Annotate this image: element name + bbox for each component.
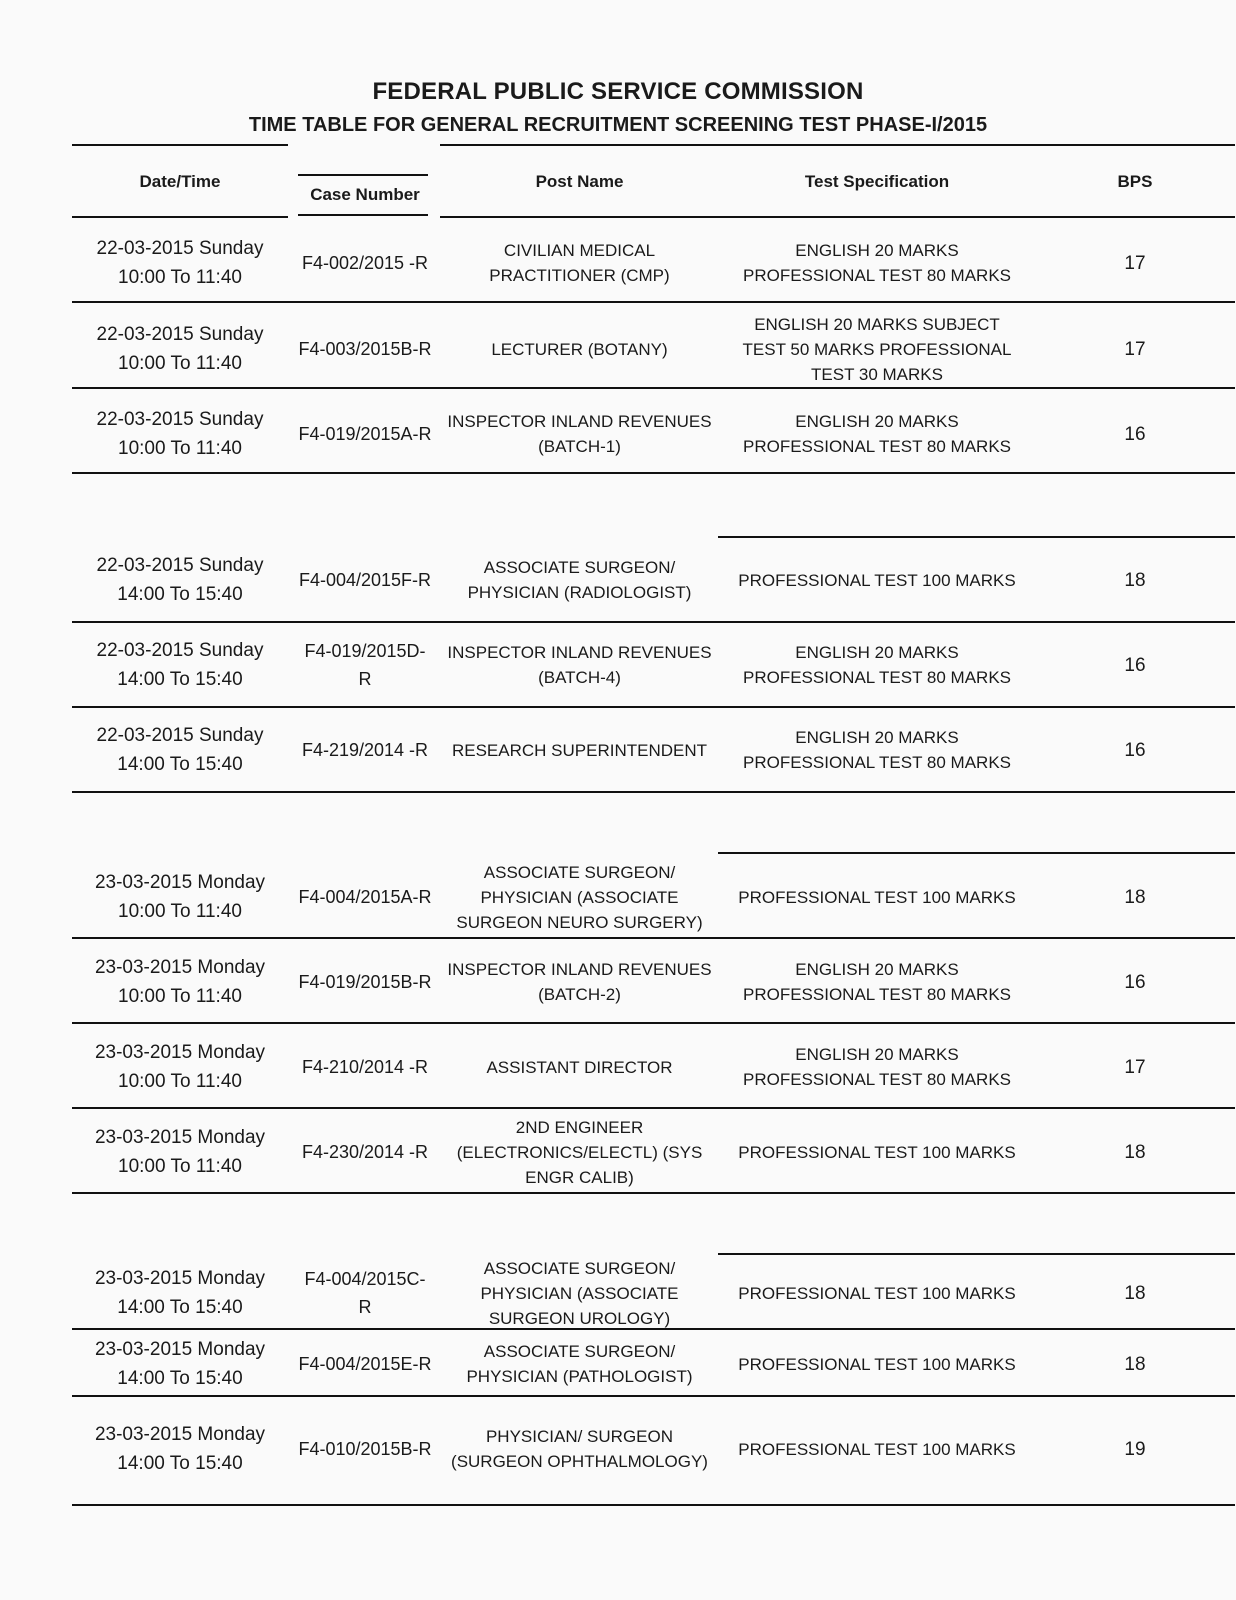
column-header-case: Case Number xyxy=(310,185,420,204)
date-cell: 22-03-2015 Sunday 10:00 To 11:40 xyxy=(96,409,264,459)
case-number-cell: F4-010/2015B-R xyxy=(298,1439,432,1459)
bps-cell: 18 xyxy=(1124,1282,1146,1304)
date-cell: 23-03-2015 Monday 10:00 To 11:40 xyxy=(94,872,266,922)
table-row xyxy=(0,312,1236,386)
post-name-cell: ASSOCIATE SURGEON/ PHYSICIAN (RADIOLOGIST) xyxy=(467,558,692,602)
date-cell: 23-03-2015 Monday 10:00 To 11:40 xyxy=(94,957,266,1007)
header-rule-right xyxy=(440,144,1235,146)
post-name-cell: ASSISTANT DIRECTOR xyxy=(486,1057,673,1077)
row-rule xyxy=(72,1504,1235,1506)
post-name-cell: ASSOCIATE SURGEON/ PHYSICIAN (ASSOCIATE SURGEON UROLOGY) xyxy=(480,1258,679,1328)
spec-rule xyxy=(718,852,1235,854)
table-row xyxy=(0,542,1236,618)
header-rule-bottom-right xyxy=(440,216,1235,218)
row-rule xyxy=(72,1395,1235,1397)
table-row xyxy=(0,226,1236,300)
table-row xyxy=(0,397,1236,471)
page-title: FEDERAL PUBLIC SERVICE COMMISSION xyxy=(372,78,864,105)
table-row xyxy=(0,1399,1236,1499)
post-name-cell: ASSOCIATE SURGEON/ PHYSICIAN (ASSOCIATE SURGEON NEURO SURGERY) xyxy=(456,862,703,932)
row-rule xyxy=(72,1192,1235,1194)
case-number-cell: F4-004/2015C-R xyxy=(304,1269,426,1317)
column-header-date: Date/Time xyxy=(139,172,221,191)
header-rule-left xyxy=(72,144,288,146)
test-spec-cell: PROFESSIONAL TEST 100 MARKS xyxy=(738,570,1016,590)
header-rule-bottom-mid xyxy=(298,214,428,216)
column-header-bps: BPS xyxy=(1117,172,1153,191)
case-number-cell: F4-004/2015E-R xyxy=(298,1354,432,1374)
test-spec-cell: ENGLISH 20 MARKS PROFESSIONAL TEST 80 MARKS xyxy=(743,241,1011,285)
date-cell: 23-03-2015 Monday 10:00 To 11:40 xyxy=(94,1127,266,1177)
post-name-cell: 2ND ENGINEER (ELECTRONICS/ELECTL) (SYS ENGR CALIB) xyxy=(456,1117,703,1187)
test-spec-cell: ENGLISH 20 MARKS PROFESSIONAL TEST 80 MARKS xyxy=(743,728,1011,772)
row-rule xyxy=(72,472,1235,474)
bps-cell: 17 xyxy=(1124,1056,1146,1078)
date-cell: 22-03-2015 Sunday 14:00 To 15:40 xyxy=(96,640,264,690)
spec-rule xyxy=(718,1253,1235,1255)
case-number-cell: F4-002/2015 -R xyxy=(301,253,429,273)
post-name-cell: INSPECTOR INLAND REVENUES (BATCH-1) xyxy=(447,412,712,456)
case-number-cell: F4-019/2015D-R xyxy=(304,641,426,689)
row-rule xyxy=(72,301,1235,303)
page-subtitle: TIME TABLE FOR GENERAL RECRUITMENT SCREENING TEST PHASE-I/2015 xyxy=(248,114,988,136)
column-header-spec: Test Specification xyxy=(804,172,950,191)
row-rule xyxy=(72,1328,1235,1330)
table-row xyxy=(0,1332,1236,1396)
column-header-post: Post Name xyxy=(535,172,624,191)
date-cell: 23-03-2015 Monday 14:00 To 15:40 xyxy=(94,1424,266,1474)
bps-cell: 18 xyxy=(1124,1353,1146,1375)
bps-cell: 18 xyxy=(1124,1141,1146,1163)
row-rule xyxy=(72,1022,1235,1024)
test-spec-cell: PROFESSIONAL TEST 100 MARKS xyxy=(738,1283,1016,1303)
bps-cell: 16 xyxy=(1124,739,1146,761)
spec-rule xyxy=(718,536,1235,538)
test-spec-cell: PROFESSIONAL TEST 100 MARKS xyxy=(738,1142,1016,1162)
test-spec-cell: ENGLISH 20 MARKS PROFESSIONAL TEST 80 MARKS xyxy=(743,960,1011,1004)
post-name-cell: ASSOCIATE SURGEON/ PHYSICIAN (PATHOLOGIST) xyxy=(466,1342,693,1386)
date-cell: 23-03-2015 Monday 14:00 To 15:40 xyxy=(94,1339,266,1389)
test-spec-cell: ENGLISH 20 MARKS SUBJECT TEST 50 MARKS PROFESSIONAL TEST 30 MARKS xyxy=(742,314,1012,384)
post-name-cell: INSPECTOR INLAND REVENUES (BATCH-4) xyxy=(447,643,712,687)
case-number-cell: F4-004/2015A-R xyxy=(298,887,432,907)
case-number-cell: F4-019/2015A-R xyxy=(298,424,432,444)
test-spec-cell: ENGLISH 20 MARKS PROFESSIONAL TEST 80 MARKS xyxy=(743,1045,1011,1089)
case-number-cell: F4-004/2015F-R xyxy=(298,570,432,590)
post-name-cell: LECTURER (BOTANY) xyxy=(491,339,668,359)
bps-cell: 17 xyxy=(1124,338,1146,360)
bps-cell: 16 xyxy=(1124,654,1146,676)
table-row xyxy=(0,712,1236,788)
date-cell: 23-03-2015 Monday 14:00 To 15:40 xyxy=(94,1268,266,1318)
case-header-rule-top xyxy=(298,174,428,176)
row-rule xyxy=(72,706,1235,708)
case-number-cell: F4-210/2014 -R xyxy=(301,1057,429,1077)
table-row xyxy=(0,1113,1236,1191)
date-cell: 22-03-2015 Sunday 14:00 To 15:40 xyxy=(96,725,264,775)
date-cell: 22-03-2015 Sunday 10:00 To 11:40 xyxy=(96,238,264,288)
test-spec-cell: PROFESSIONAL TEST 100 MARKS xyxy=(738,887,1016,907)
case-number-cell: F4-219/2014 -R xyxy=(301,740,429,760)
row-rule xyxy=(72,387,1235,389)
test-spec-cell: ENGLISH 20 MARKS PROFESSIONAL TEST 80 MARKS xyxy=(743,412,1011,456)
bps-cell: 18 xyxy=(1124,886,1146,908)
bps-cell: 16 xyxy=(1124,423,1146,445)
bps-cell: 19 xyxy=(1124,1438,1146,1460)
case-number-cell: F4-230/2014 -R xyxy=(301,1142,429,1162)
bps-cell: 16 xyxy=(1124,971,1146,993)
test-spec-cell: ENGLISH 20 MARKS PROFESSIONAL TEST 80 MARKS xyxy=(743,643,1011,687)
table-row xyxy=(0,1258,1236,1328)
post-name-cell: PHYSICIAN/ SURGEON (SURGEON OPHTHALMOLOGY) xyxy=(451,1427,708,1471)
case-number-cell: F4-019/2015B-R xyxy=(298,972,432,992)
table-row xyxy=(0,943,1236,1021)
date-cell: 22-03-2015 Sunday 14:00 To 15:40 xyxy=(96,555,264,605)
post-name-cell: CIVILIAN MEDICAL PRACTITIONER (CMP) xyxy=(489,241,670,285)
table-row xyxy=(0,627,1236,703)
row-rule xyxy=(72,937,1235,939)
bps-cell: 18 xyxy=(1124,569,1146,591)
bps-cell: 17 xyxy=(1124,252,1146,274)
date-cell: 23-03-2015 Monday 10:00 To 11:40 xyxy=(94,1042,266,1092)
case-number-cell: F4-003/2015B-R xyxy=(298,339,432,359)
table-row xyxy=(0,1028,1236,1106)
header-rule-bottom-left xyxy=(72,216,288,218)
table-row xyxy=(0,858,1236,936)
row-rule xyxy=(72,791,1235,793)
test-spec-cell: PROFESSIONAL TEST 100 MARKS xyxy=(738,1354,1016,1374)
post-name-cell: INSPECTOR INLAND REVENUES (BATCH-2) xyxy=(447,960,712,1004)
test-spec-cell: PROFESSIONAL TEST 100 MARKS xyxy=(738,1439,1016,1459)
row-rule xyxy=(72,621,1235,623)
post-name-cell: RESEARCH SUPERINTENDENT xyxy=(451,740,708,760)
date-cell: 22-03-2015 Sunday 10:00 To 11:40 xyxy=(96,324,264,374)
row-rule xyxy=(72,1107,1235,1109)
